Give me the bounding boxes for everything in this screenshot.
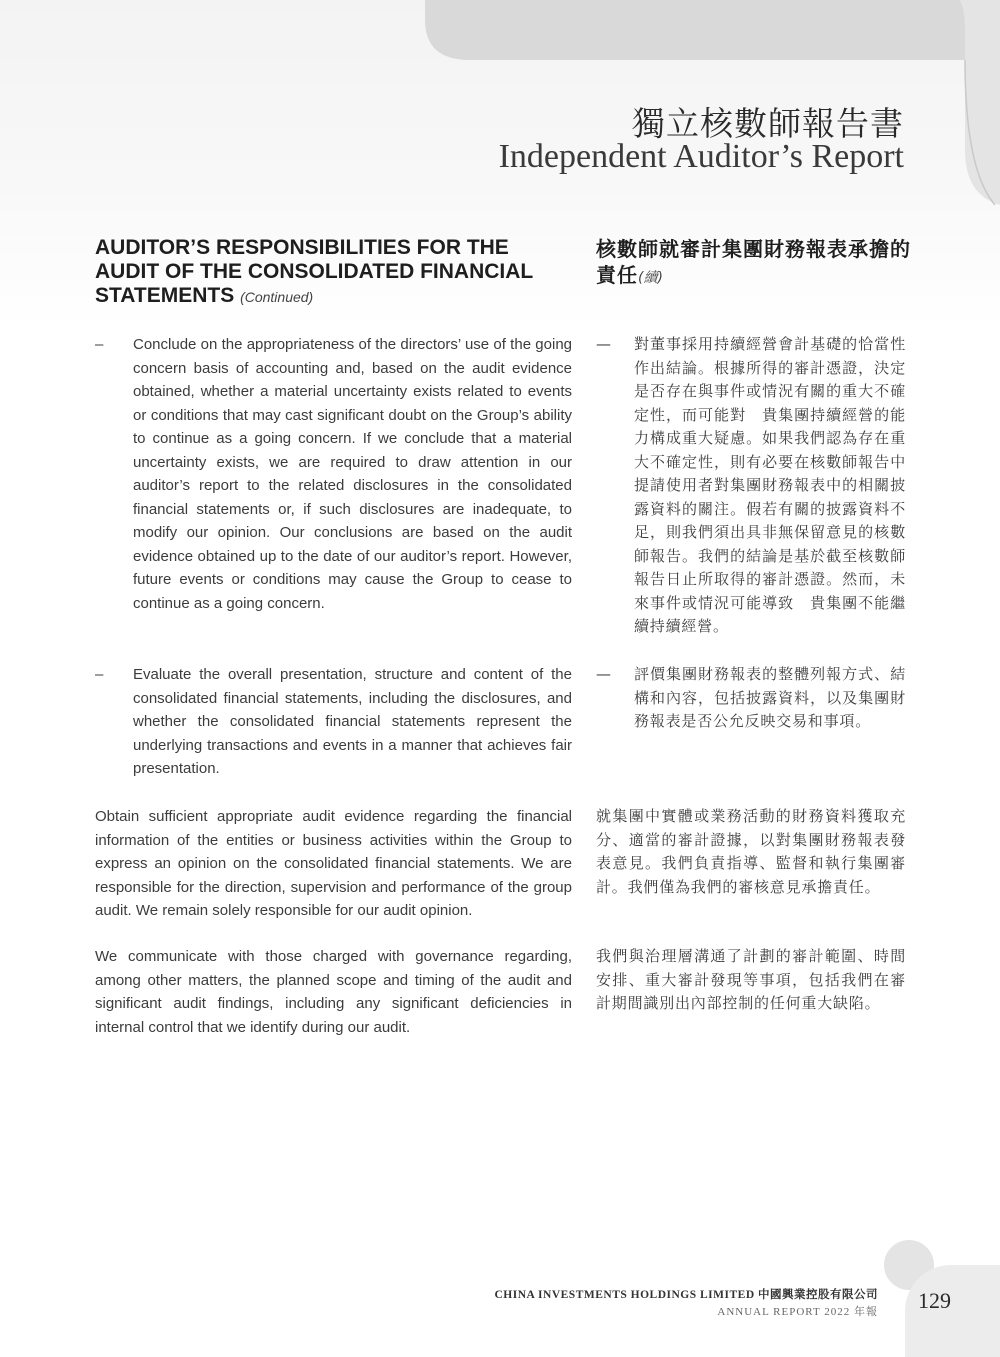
bullet-dash-icon: — (596, 335, 612, 353)
section-heading-zh-text: 核數師就審計集團財務報表承擔的責任 (596, 237, 911, 287)
paragraph-zh-1: 就集團中實體或業務活動的財務資料獲取充分、適當的審計證據，以對集團財務報表發表意見。我們負責指導、監督和執行集團審計。我們僅為我們的審核意見承擔責任。 (596, 807, 906, 896)
bullet-en-2 (95, 663, 572, 781)
bullet-dash-icon: – (95, 666, 104, 683)
bullet-zh-2 (596, 663, 906, 734)
bullet-text-en-2: Evaluate the overall presentation, structure and content of the consolidated financial statements, including the disclosures, and whether the consolidated financial statements represent the underlying transactions and events in a manner that achieves fair presentation. (133, 666, 572, 777)
bullet-text-zh-1: 對董事採用持續經營會計基礎的恰當性作出結論。根據所得的審計憑證，決定是否存在與事件或情況有關的重大不確定性，而可能對 貴集團持續經營的能力構成重大疑慮。如果我們認為存在重大不確定性，則有必要在核數師報告中提請使用者對集團財務報表中的相關披露資料的關注。假若有關的披露資料不足，則我們須出具非無保留意見的核數師報告。我們的結論是基於截至核數師報告日止所取得的審計憑證。然而，未來事件或情況可能導致 貴集團不能繼續持續經營。 (634, 335, 906, 635)
bullet-zh-1 (596, 333, 906, 639)
continued-label-zh: (續) (638, 270, 663, 286)
page-number: 129 (918, 1288, 951, 1313)
page-title-zh: 獨立核數師報告書 (632, 104, 904, 143)
continued-label-en: (Continued) (240, 289, 314, 305)
section-heading-en-text: AUDITOR’S RESPONSIBILITIES FOR THE AUDIT OF THE CONSOLIDATED FINANCIAL STATEMENTS (95, 236, 533, 307)
bullet-en-1 (95, 333, 572, 615)
footer-report: ANNUAL REPORT 2022 年報 (717, 1306, 878, 1318)
paragraph-en-1: Obtain sufficient appropriate audit evidence regarding the financial information of the entities or business activities within the Group to express an opinion on the consolidated financial statements. We are responsible for the direction, supervision and performance of the group audit. We remain solely responsible for our audit opinion. (95, 808, 572, 919)
paragraph-en-2: We communicate with those charged with governance regarding, among other matters, the planned scope and timing of the audit and significant audit findings, including any significant deficiencies in internal control that we identify during our audit. (95, 948, 572, 1036)
bullet-text-en-1: Conclude on the appropriateness of the directors’ use of the going concern basis of accounting and, based on the audit evidence obtained, whether a material uncertainty exists related to events or conditions that may cast significant doubt on the Group’s ability to continue as a going concern. If we conclude that a material uncertainty exists, we are required to draw attention in our auditor’s report to the related disclosures in the consolidated financial statements or, if such disclosures are inadequate, to modify our opinion. Our conclusions are based on the audit evidence obtained up to the date of our auditor’s report. However, future events or conditions may cause the Group to cease to continue as a going concern. (133, 336, 572, 612)
bullet-text-zh-2: 評價集團財務報表的整體列報方式、結構和內容，包括披露資料，以及集團財務報表是否公允反映交易和事項。 (634, 665, 906, 730)
page-title-en: Independent Auditor’s Report (498, 138, 904, 175)
footer (494, 1286, 878, 1319)
paragraph-zh-2: 我們與治理層溝通了計劃的審計範圍、時間安排、重大審計發現等事項，包括我們在審計期間識別出內部控制的任何重大缺陷。 (596, 947, 906, 1012)
section-heading-zh (596, 236, 916, 291)
bullet-dash-icon: – (95, 336, 104, 353)
bullet-dash-icon: — (596, 665, 612, 683)
footer-company: CHINA INVESTMENTS HOLDINGS LIMITED 中國興業控股有限公司 (494, 1289, 878, 1301)
section-heading-en (95, 236, 575, 309)
